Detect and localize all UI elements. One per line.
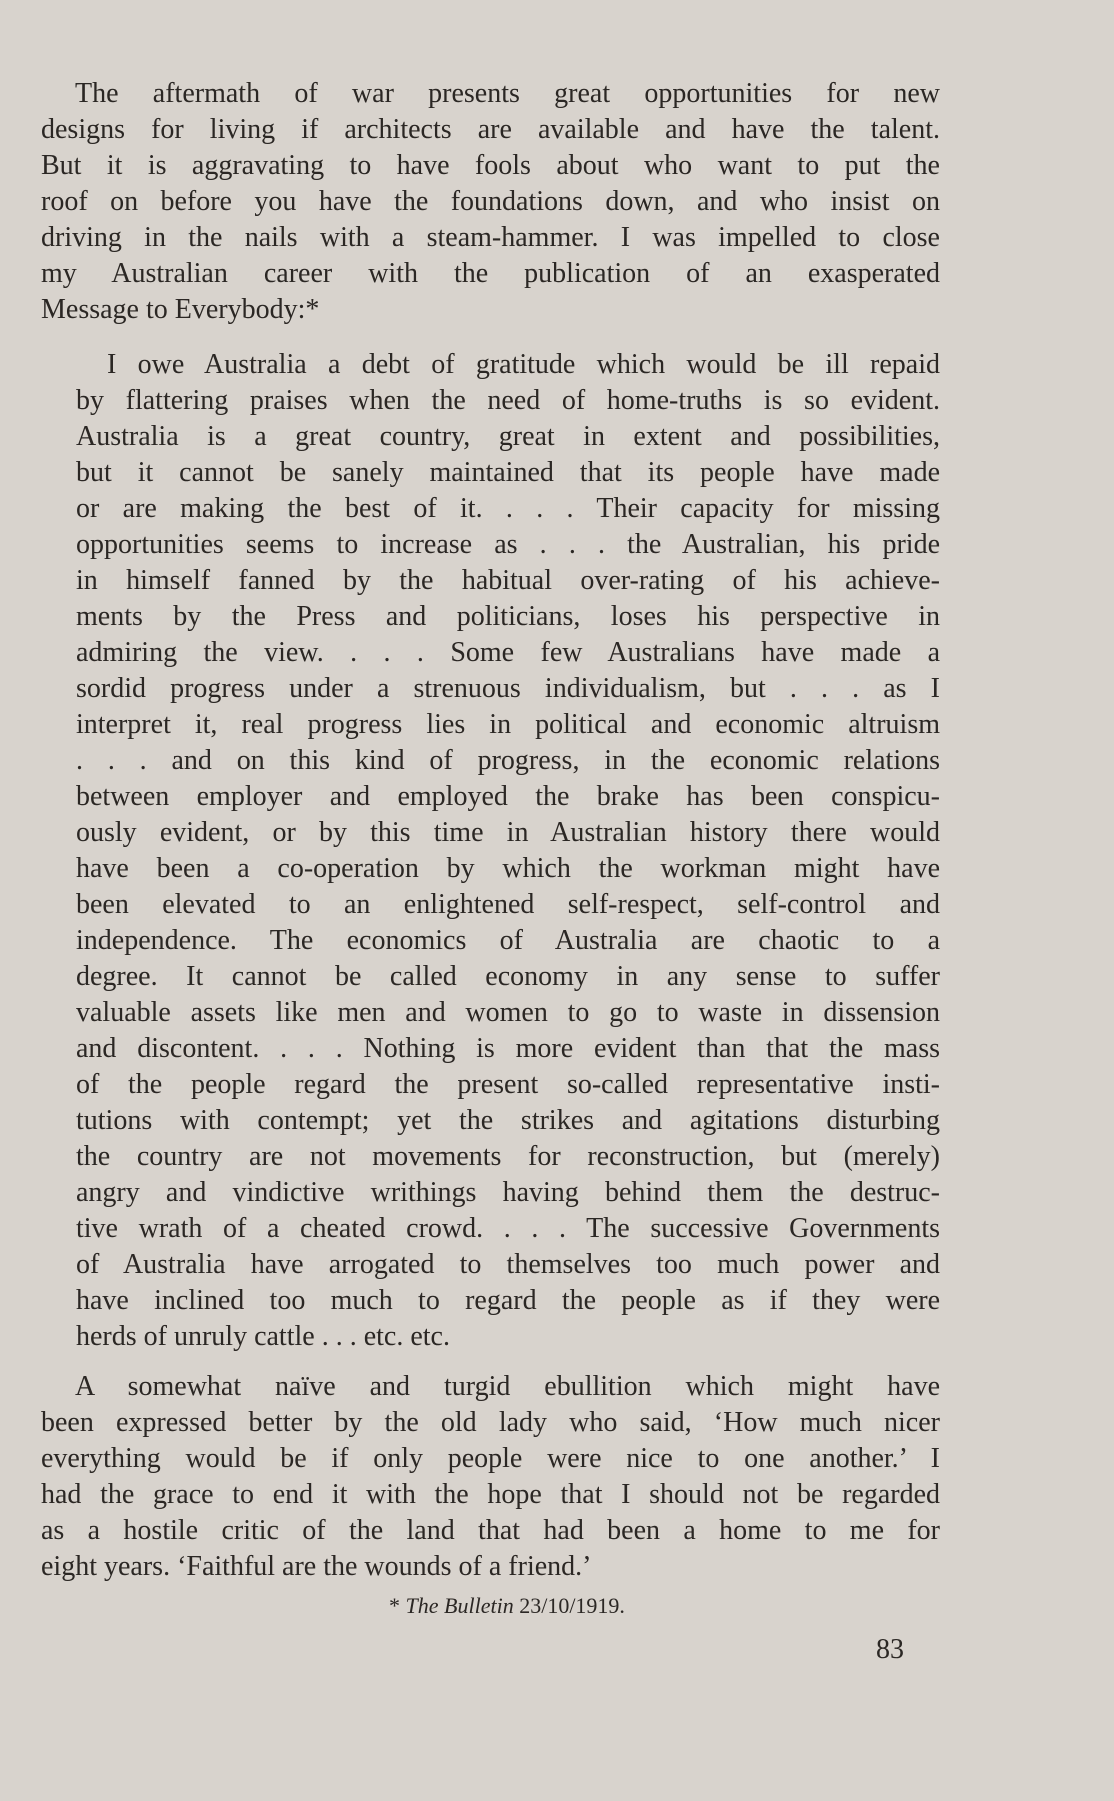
text-line: everything would be if only people were nice to one another.’ I xyxy=(41,1443,940,1474)
text-line: or are making the best of it. . . . Their capacity for missing xyxy=(76,493,940,524)
text-line: tutions with contempt; yet the strikes and agitations disturbing xyxy=(76,1105,940,1136)
text-line: of Australia have arrogated to themselves too much power and xyxy=(76,1249,940,1280)
text-line: ously evident, or by this time in Australian history there would xyxy=(76,817,940,848)
text-line: opportunities seems to increase as . . . the Australian, his pride xyxy=(76,529,940,560)
text-line: and discontent. . . . Nothing is more evident than that the mass xyxy=(76,1033,940,1064)
text-line: had the grace to end it with the hope that I should not be regarded xyxy=(41,1479,940,1510)
footnote-marker: * xyxy=(389,1593,406,1618)
text-line: of the people regard the present so-called representative insti- xyxy=(76,1069,940,1100)
text-line: designs for living if architects are available and have the talent. xyxy=(41,114,940,145)
text-line: eight years. ‘Faithful are the wounds of a friend.’ xyxy=(41,1551,592,1582)
text-line: angry and vindictive writhings having behind them the destruc- xyxy=(76,1177,940,1208)
text-line: been expressed better by the old lady who said, ‘How much nicer xyxy=(41,1407,940,1438)
footnote xyxy=(0,1593,1114,1619)
text-line: roof on before you have the foundations down, and who insist on xyxy=(41,186,940,217)
text-line: as a hostile critic of the land that had been a home to me for xyxy=(41,1515,940,1546)
text-line: Australia is a great country, great in extent and possibilities, xyxy=(76,421,940,452)
text-line: but it cannot be sanely maintained that its people have made xyxy=(76,457,940,488)
text-line: driving in the nails with a steam-hammer. I was impelled to close xyxy=(41,222,940,253)
text-line: Message to Everybody:* xyxy=(41,294,320,325)
text-line: . . . and on this kind of progress, in the economic relations xyxy=(76,745,940,776)
text-line: my Australian career with the publication of an exasperated xyxy=(41,258,940,289)
text-line: I owe Australia a debt of gratitude which would be ill repaid xyxy=(107,349,940,380)
text-line: herds of unruly cattle . . . etc. etc. xyxy=(76,1321,450,1352)
text-line: in himself fanned by the habitual over-rating of his achieve- xyxy=(76,565,940,596)
text-line: have been a co-operation by which the workman might have xyxy=(76,853,940,884)
page-number: 83 xyxy=(876,1634,904,1665)
text-line: independence. The economics of Australia are chaotic to a xyxy=(76,925,940,956)
text-line: been elevated to an enlightened self-respect, self-control and xyxy=(76,889,940,920)
text-line: sordid progress under a strenuous individualism, but . . . as I xyxy=(76,673,940,704)
footnote-date: 23/10/1919. xyxy=(513,1593,625,1618)
text-line: ments by the Press and politicians, loses his perspective in xyxy=(76,601,940,632)
text-line: by flattering praises when the need of home-truths is so evident. xyxy=(76,385,940,416)
text-line: degree. It cannot be called economy in any sense to suffer xyxy=(76,961,940,992)
text-line: the country are not movements for reconstruction, but (merely) xyxy=(76,1141,940,1172)
paragraph-intro xyxy=(41,76,940,328)
text-line: admiring the view. . . . Some few Australians have made a xyxy=(76,637,940,668)
text-line: But it is aggravating to have fools about who want to put the xyxy=(41,150,940,181)
paragraph-conclusion xyxy=(41,1369,940,1585)
text-line: The aftermath of war presents great opportunities for new xyxy=(75,78,940,109)
text-line: interpret it, real progress lies in political and economic altruism xyxy=(76,709,940,740)
footnote-source: The Bulletin xyxy=(405,1593,514,1618)
block-quote-message xyxy=(76,347,940,1355)
text-line: A somewhat naïve and turgid ebullition which might have xyxy=(75,1371,940,1402)
text-line: tive wrath of a cheated crowd. . . . The successive Governments xyxy=(76,1213,940,1244)
text-line: have inclined too much to regard the people as if they were xyxy=(76,1285,940,1316)
text-line: between employer and employed the brake has been conspicu- xyxy=(76,781,940,812)
text-line: valuable assets like men and women to go to waste in dissension xyxy=(76,997,940,1028)
